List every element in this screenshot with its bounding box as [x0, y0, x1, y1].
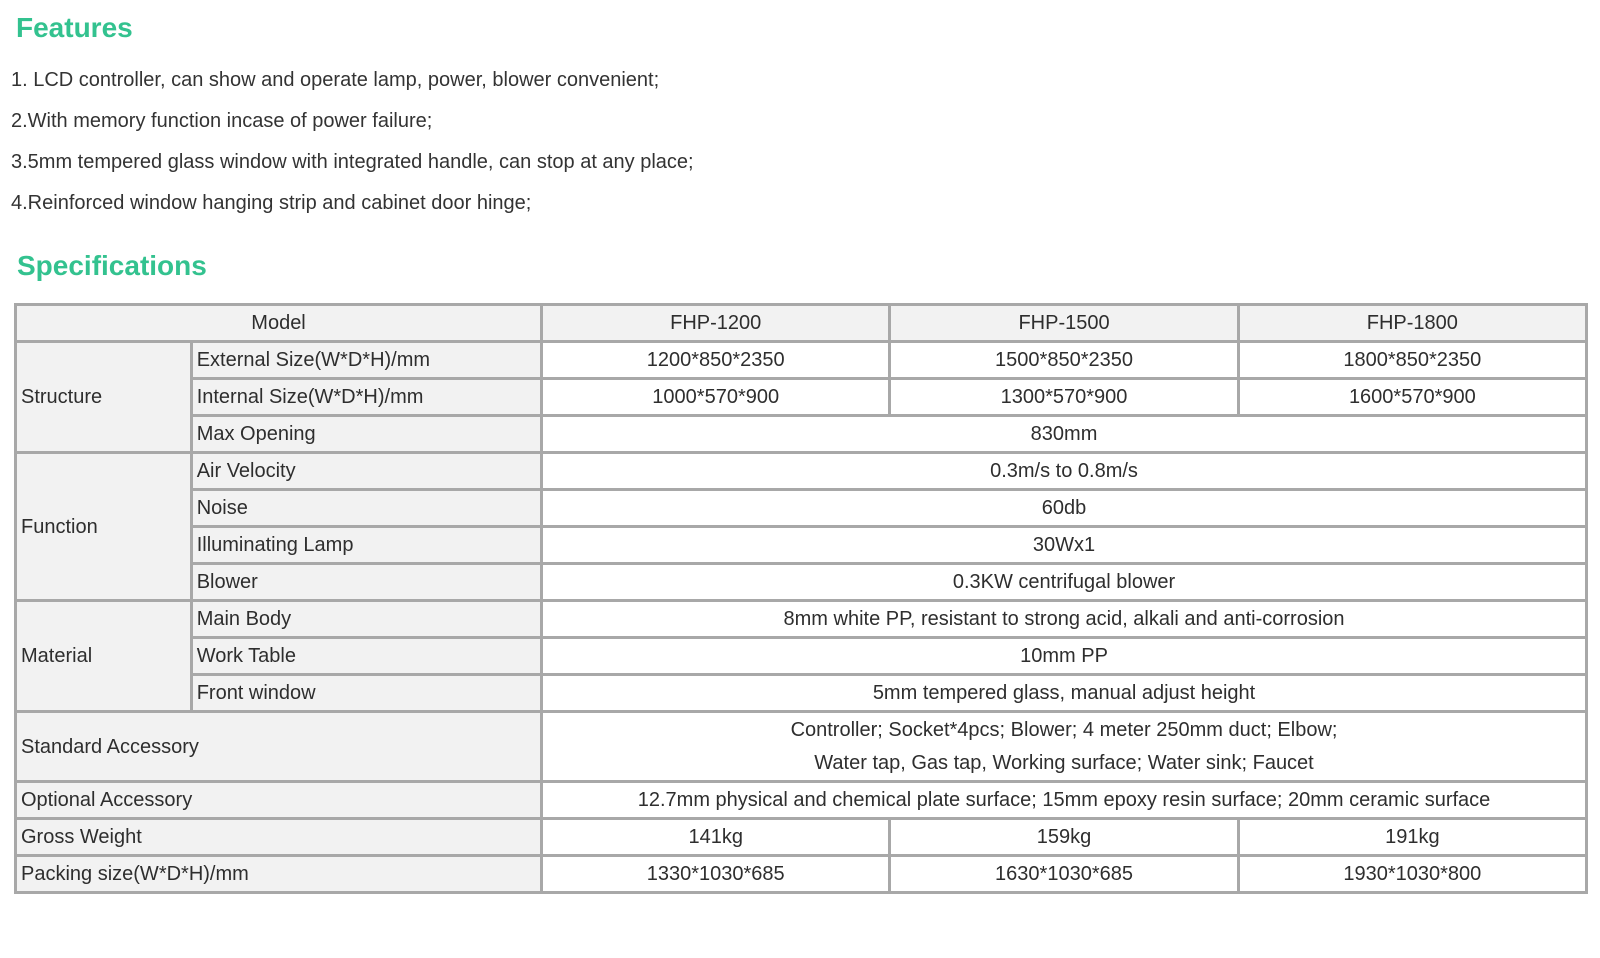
table-cell: 5mm tempered glass, manual adjust height: [542, 675, 1587, 712]
table-row: [16, 712, 1587, 782]
row-label: Max Opening: [191, 416, 541, 453]
table-cell: 0.3KW centrifugal blower: [542, 564, 1587, 601]
table-cell: 0.3m/s to 0.8m/s: [542, 453, 1587, 490]
row-label: Optional Accessory: [16, 782, 542, 819]
feature-item: 2.With memory function incase of power failure;: [11, 110, 433, 132]
table-row: [16, 527, 1587, 564]
row-label: Illuminating Lamp: [191, 527, 541, 564]
row-label: Work Table: [191, 638, 541, 675]
table-row: [16, 638, 1587, 675]
feature-item: 3.5mm tempered glass window with integrated handle, can stop at any place;: [11, 151, 694, 173]
table-cell: 60db: [542, 490, 1587, 527]
table-cell: 1000*570*900: [542, 379, 890, 416]
table-row: [16, 601, 1587, 638]
table-cell: 1200*850*2350: [542, 342, 890, 379]
table-row: [16, 675, 1587, 712]
table-row: [16, 379, 1587, 416]
model-column-header: FHP-1800: [1238, 305, 1586, 342]
table-row: [16, 819, 1587, 856]
table-cell: 1930*1030*800: [1238, 856, 1586, 893]
accessory-line: Controller; Socket*4pcs; Blower; 4 meter 250mm duct; Elbow;: [790, 719, 1338, 741]
row-label: Gross Weight: [16, 819, 542, 856]
table-cell: 8mm white PP, resistant to strong acid, alkali and anti-corrosion: [542, 601, 1587, 638]
row-label: Noise: [191, 490, 541, 527]
table-cell: 1300*570*900: [890, 379, 1238, 416]
table-row: [16, 416, 1587, 453]
table-cell: 10mm PP: [542, 638, 1587, 675]
table-row: [16, 564, 1587, 601]
table-row: [16, 782, 1587, 819]
model-column-header: FHP-1200: [542, 305, 890, 342]
accessory-line: Water tap, Gas tap, Working surface; Water sink; Faucet: [814, 752, 1314, 774]
specifications-table: [14, 303, 1588, 894]
row-label: External Size(W*D*H)/mm: [191, 342, 541, 379]
table-cell: [542, 712, 1587, 782]
table-cell: 30Wx1: [542, 527, 1587, 564]
table-row: [16, 490, 1587, 527]
table-cell: 1500*850*2350: [890, 342, 1238, 379]
table-row: [16, 453, 1587, 490]
row-label: Air Velocity: [191, 453, 541, 490]
feature-item: 1. LCD controller, can show and operate lamp, power, blower convenient;: [11, 69, 660, 91]
features-list: [11, 60, 694, 224]
model-header: Model: [16, 305, 542, 342]
row-label: Packing size(W*D*H)/mm: [16, 856, 542, 893]
group-label-material: Material: [16, 601, 192, 712]
specifications-heading: Specifications: [17, 250, 207, 281]
table-cell: 830mm: [542, 416, 1587, 453]
table-cell: 1800*850*2350: [1238, 342, 1586, 379]
table-cell: 191kg: [1238, 819, 1586, 856]
table-cell: 1600*570*900: [1238, 379, 1586, 416]
row-label: Front window: [191, 675, 541, 712]
table-cell: 1330*1030*685: [542, 856, 890, 893]
table-cell: 141kg: [542, 819, 890, 856]
feature-item: 4.Reinforced window hanging strip and cabinet door hinge;: [11, 192, 532, 214]
table-cell: 1630*1030*685: [890, 856, 1238, 893]
row-label: Blower: [191, 564, 541, 601]
model-column-header: FHP-1500: [890, 305, 1238, 342]
group-label-function: Function: [16, 453, 192, 601]
features-heading: Features: [16, 12, 133, 43]
group-label-structure: Structure: [16, 342, 192, 453]
table-cell: 12.7mm physical and chemical plate surface; 15mm epoxy resin surface; 20mm ceramic surface: [542, 782, 1587, 819]
table-row: [16, 342, 1587, 379]
table-header-row: [16, 305, 1587, 342]
table-row: [16, 856, 1587, 893]
row-label: Standard Accessory: [16, 712, 542, 782]
row-label: Main Body: [191, 601, 541, 638]
table-cell: 159kg: [890, 819, 1238, 856]
row-label: Internal Size(W*D*H)/mm: [191, 379, 541, 416]
